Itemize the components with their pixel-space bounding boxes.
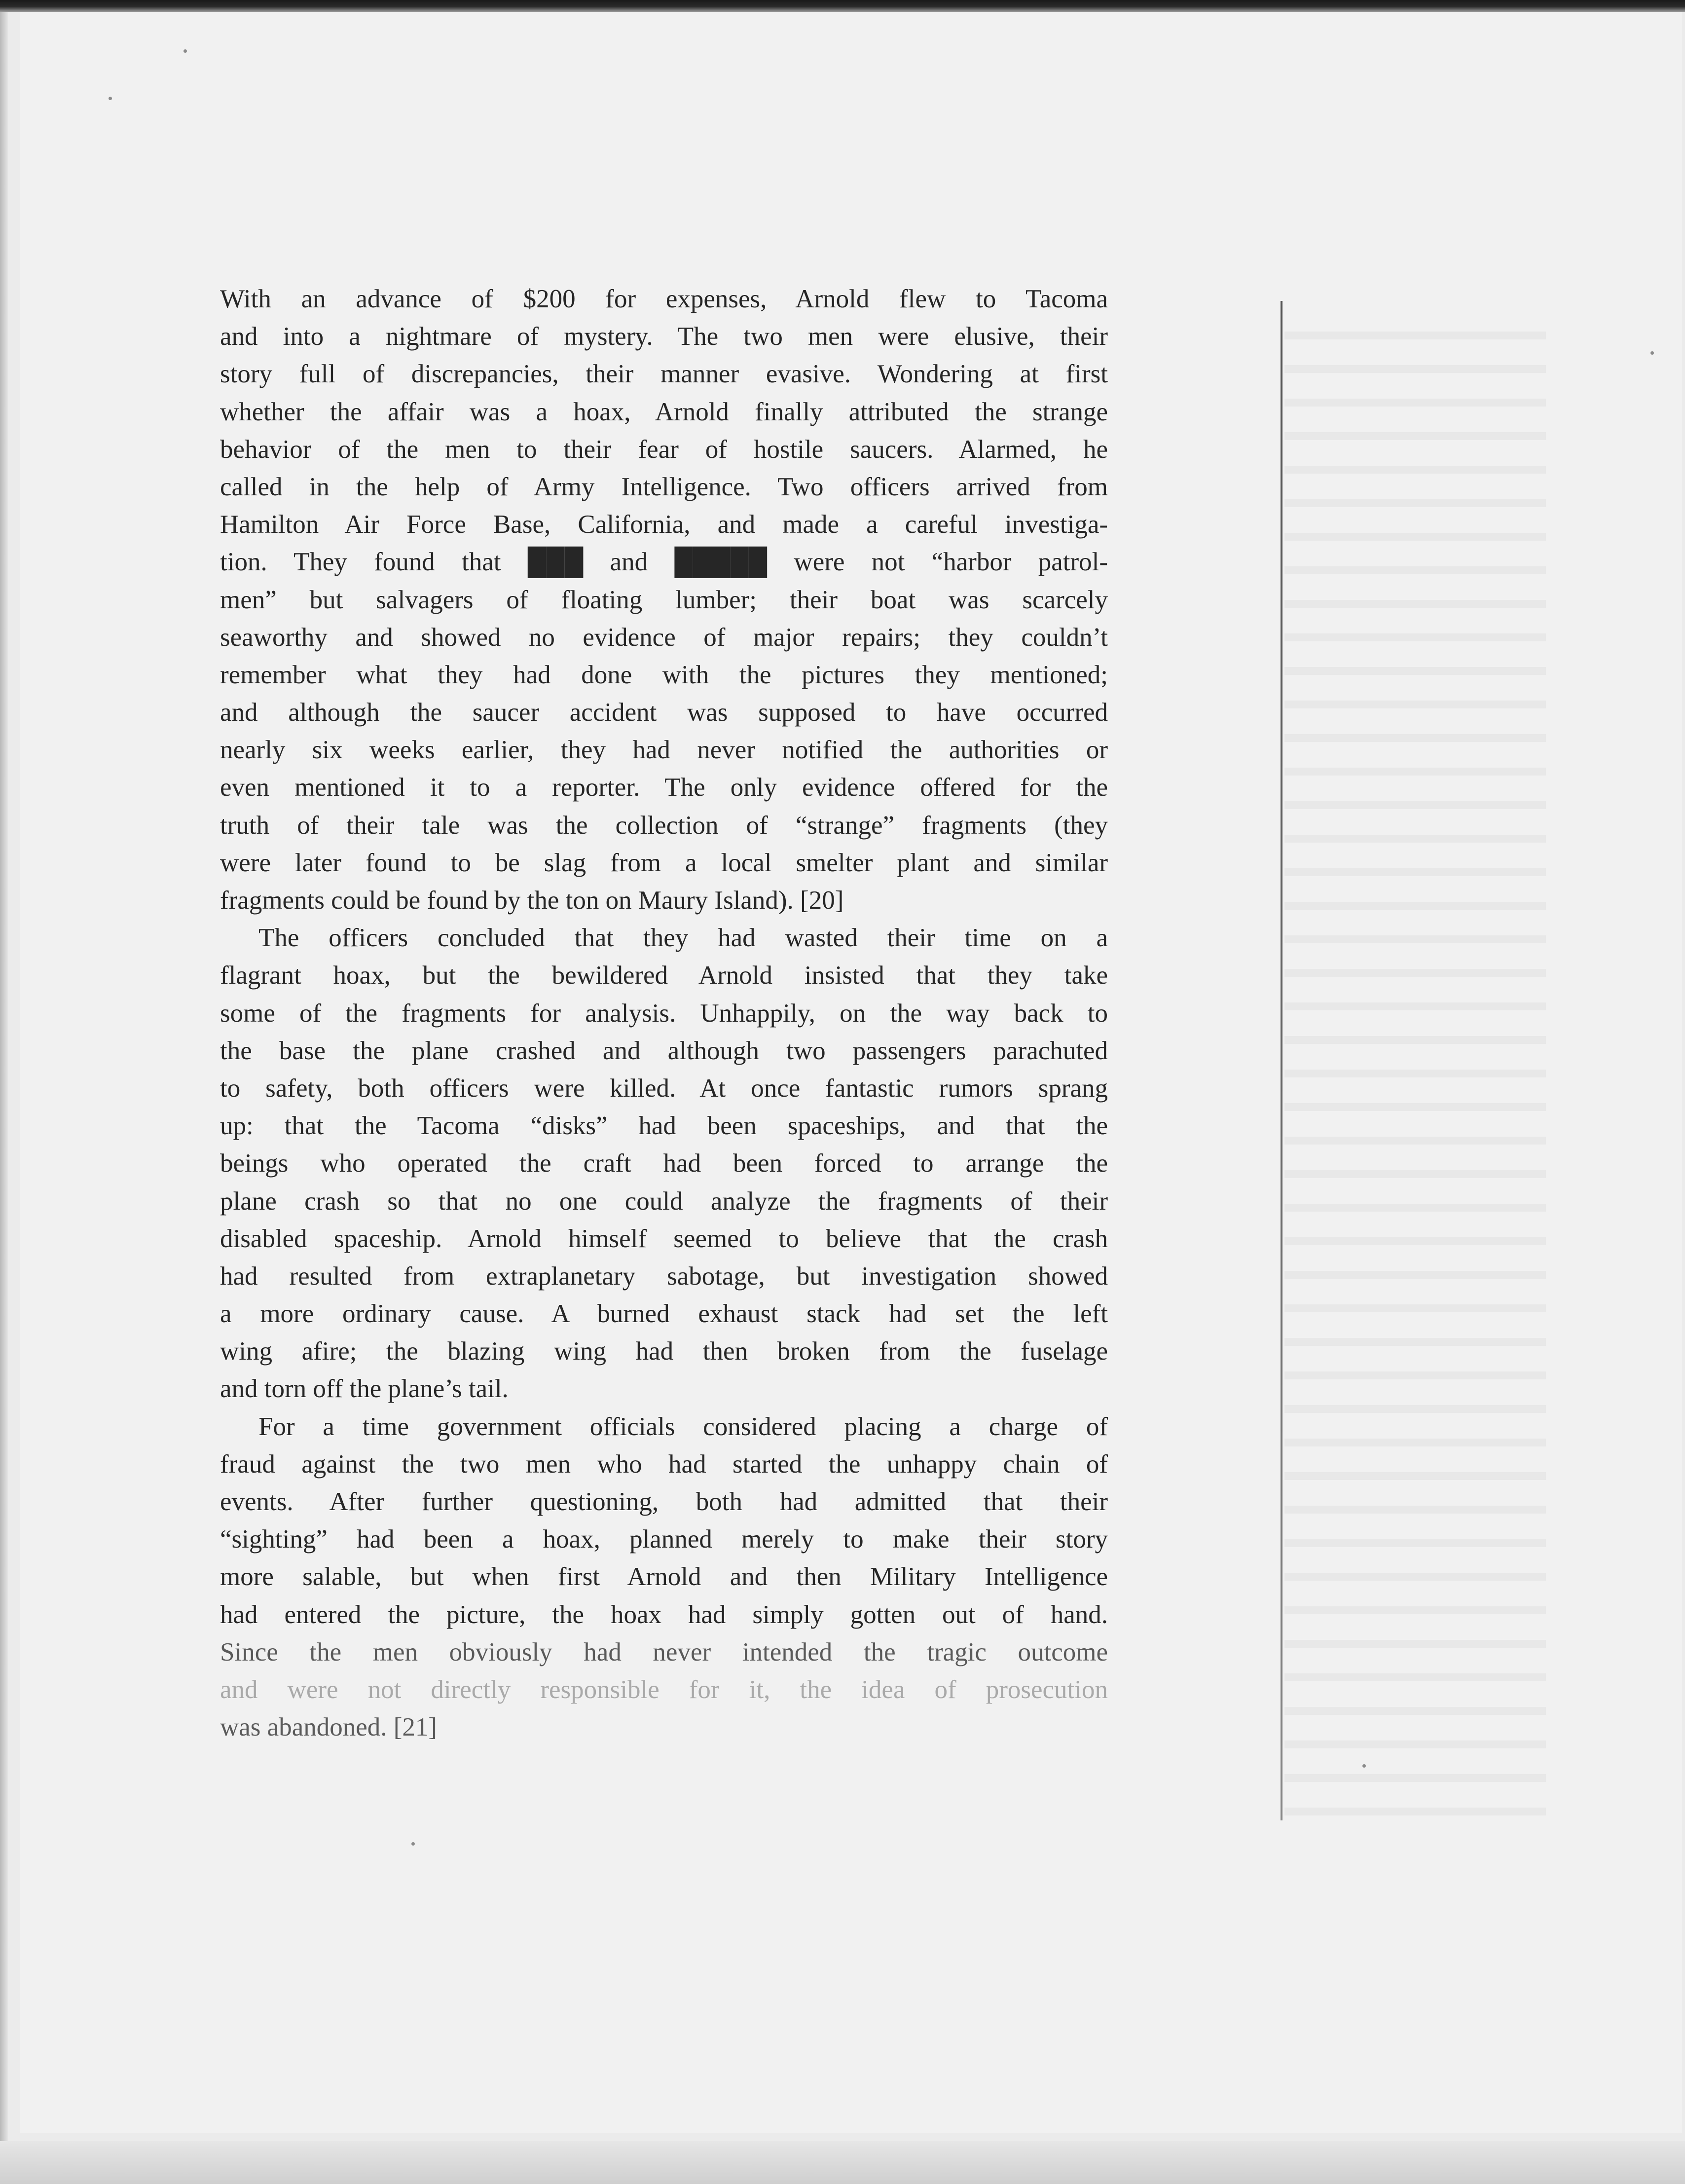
text-line: was abandoned. [21] [220,1713,438,1742]
text-line-redacted: tion. They found that ███ and █████ were not “harbor patrol- [220,548,1108,577]
text-line: the base the plane crashed and although two passengers parachuted [220,1036,1108,1065]
scan-speck [1650,351,1654,355]
paragraph-2 [220,919,1108,1407]
text-line: remember what they had done with the pictures they mentioned; [220,660,1108,689]
text-line: disabled spaceship. Arnold himself seemed to believe that the crash [220,1224,1108,1253]
text-line: wing afire; the blazing wing had then broken from the fuselage [220,1337,1108,1366]
text-line: truth of their tale was the collection of “strange” fragments (they [220,811,1108,840]
text-line: flagrant hoax, but the bewildered Arnold insisted that they take [220,961,1108,990]
text-line: a more ordinary cause. A burned exhaust stack had set the left [220,1299,1108,1329]
text-line: The officers concluded that they had wasted their time on a [258,924,1108,953]
text-line: seaworthy and showed no evidence of major repairs; they couldn’t [220,623,1108,652]
text-line: and torn off the plane’s tail. [220,1374,509,1404]
scan-top-edge [0,0,1685,12]
text-line: With an advance of $200 for expenses, Arnold flew to Tacoma [220,285,1108,313]
text-line: even mentioned it to a reporter. The only evidence offered for the [220,773,1108,802]
text-line: and into a nightmare of mystery. The two men were elusive, their [220,322,1108,351]
text-line: story full of discrepancies, their manner evasive. Wondering at first [220,360,1108,389]
text-line: and were not directly responsible for it, the idea of prosecution [220,1675,1108,1704]
text-line: whether the affair was a hoax, Arnold finally attributed the strange [220,397,1108,426]
text-line: “sighting” had been a hoax, planned merely to make their story [220,1525,1108,1554]
scan-speck [109,97,112,100]
text-line: plane crash so that no one could analyze the fragments of their [220,1186,1108,1216]
text-line: more salable, but when first Arnold and then Military Intelligence [220,1562,1108,1592]
scan-speck [411,1842,415,1846]
text-line: For a time government officials considered placing a charge of [258,1412,1108,1441]
text-line: nearly six weeks earlier, they had never notified the authorities or [220,736,1108,765]
text-line: Hamilton Air Force Base, California, and made a careful investiga- [220,510,1108,539]
text-line: men” but salvagers of floating lumber; their boat was scarcely [220,585,1108,614]
text-line: fragments could be found by the ton on Maury Island). [20] [220,886,844,915]
text-line: beings who operated the craft had been forced to arrange the [220,1149,1108,1178]
text-line: up: that the Tacoma “disks” had been spaceships, and that the [220,1111,1108,1141]
text-line: to safety, both officers were killed. At once fantastic rumors sprang [220,1073,1108,1103]
scan-bottom-edge [0,2141,1685,2184]
text-line: behavior of the men to their fear of hostile saucers. Alarmed, he [220,435,1108,464]
scan-speck [183,49,187,53]
text-line: Since the men obviously had never intended the tragic outcome [220,1637,1108,1666]
text-line: fraud against the two men who had started the unhappy chain of [220,1449,1108,1479]
text-line: and although the saucer accident was supposed to have occurred [220,698,1108,727]
text-line: had resulted from extraplanetary sabotage, but investigation showed [220,1261,1108,1291]
margin-rule [1281,301,1282,1820]
text-line: called in the help of Army Intelligence. Two officers arrived from [220,472,1108,501]
bleed-through-area [1284,306,1546,1820]
text-line: were later found to be slag from a local smelter plant and similar [220,848,1108,877]
paragraph-1 [220,280,1108,919]
text-line: some of the fragments for analysis. Unhappily, on the way back to [220,999,1108,1028]
text-line: events. After further questioning, both had admitted that their [220,1487,1108,1516]
body-text [220,280,1108,1746]
text-line: had entered the picture, the hoax had simply gotten out of hand. [220,1600,1108,1629]
scan-left-edge [0,12,8,2173]
scan-speck [1362,1764,1366,1768]
paragraph-3 [220,1408,1108,1746]
